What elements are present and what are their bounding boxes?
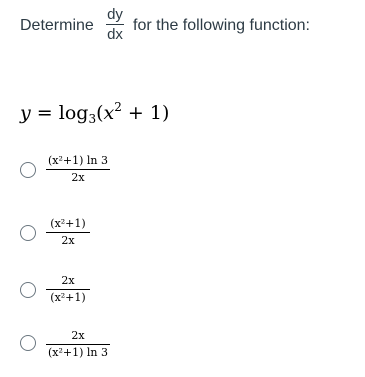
answer-option-2[interactable]: [0, 213, 365, 259]
derivative-denominator: dx: [107, 26, 123, 43]
option-fraction: [46, 154, 110, 185]
question-prefix: Determine: [20, 17, 94, 34]
option-denominator: (x²+1) ln 3: [47, 346, 108, 359]
option-denominator: 2x: [61, 234, 75, 247]
radio-button[interactable]: [20, 162, 36, 178]
derivative-fraction: [100, 6, 130, 43]
equation-rest: + 1): [127, 102, 170, 124]
option-fraction: [46, 217, 90, 248]
fraction-bar: [46, 232, 90, 233]
option-denominator: 2x: [71, 171, 85, 184]
fraction-bar: [106, 24, 124, 25]
fraction-bar: [46, 289, 90, 290]
option-numerator: 2x: [71, 329, 85, 342]
equation-log: log: [58, 102, 89, 124]
equation-log-base: 3: [88, 112, 97, 126]
option-fraction: [46, 274, 90, 305]
equation-lhs: y: [20, 102, 31, 124]
function-equation: [20, 100, 169, 126]
option-denominator: (x²+1): [50, 291, 86, 304]
option-fraction: [46, 329, 110, 360]
answer-option-3[interactable]: [0, 272, 365, 318]
answer-option-4[interactable]: [0, 329, 365, 375]
answer-option-1[interactable]: [0, 150, 365, 196]
equation-exponent: 2: [114, 100, 122, 114]
radio-button[interactable]: [20, 282, 36, 298]
fraction-bar: [46, 344, 110, 345]
derivative-numerator: dy: [107, 6, 123, 23]
question-prompt: [20, 6, 360, 46]
radio-button[interactable]: [20, 335, 36, 351]
equation-equals: =: [36, 102, 53, 124]
fraction-bar: [46, 169, 110, 170]
radio-button[interactable]: [20, 225, 36, 241]
equation-open-paren: (: [96, 102, 104, 124]
question-suffix: for the following function:: [133, 17, 310, 34]
option-numerator: 2x: [61, 274, 75, 287]
option-numerator: (x²+1): [50, 217, 86, 230]
equation-var: x: [103, 102, 115, 124]
option-numerator: (x²+1) ln 3: [47, 154, 108, 167]
